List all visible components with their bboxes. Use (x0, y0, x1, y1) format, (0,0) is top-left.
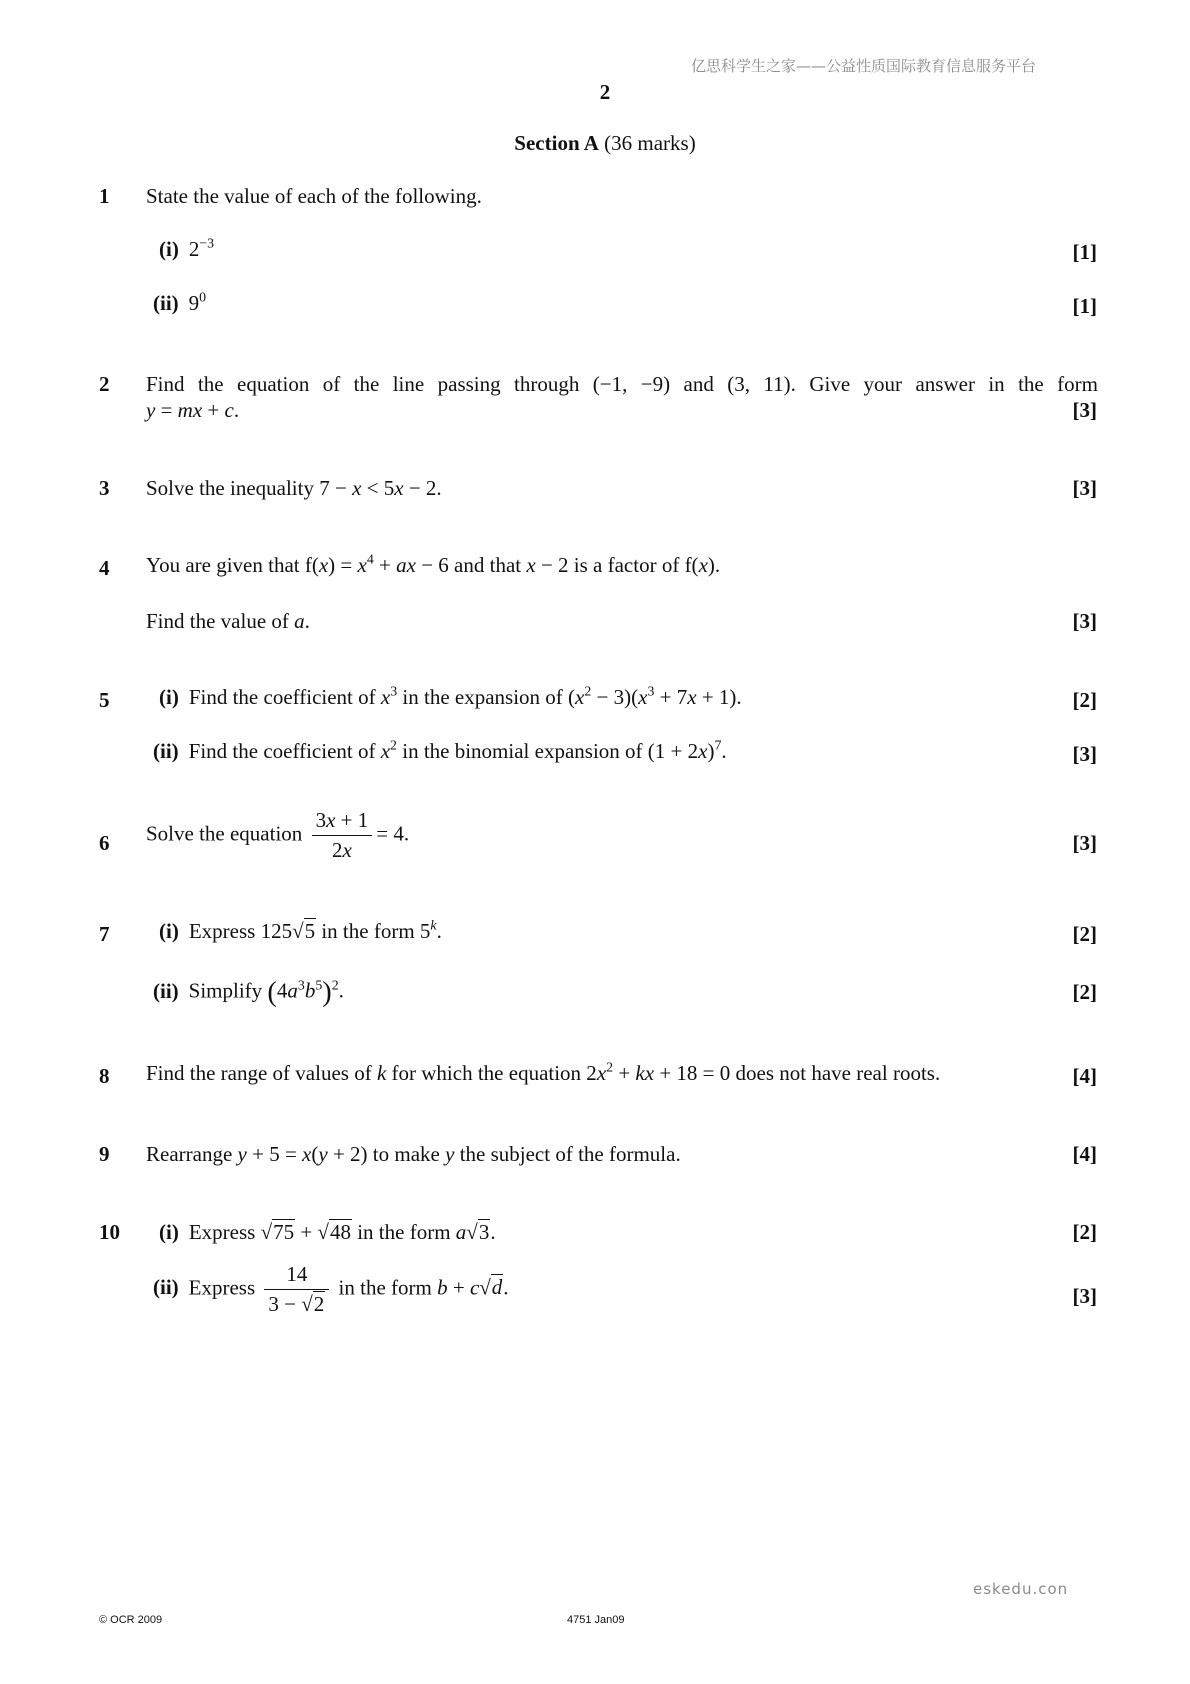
question-text-line2: y = mx + c. (146, 398, 240, 422)
watermark-bottom: eskedu.con (973, 1580, 1069, 1598)
fraction: $\frac{3x + 1}{2x}$ (312, 808, 373, 863)
marks: [3] (1072, 609, 1097, 633)
q7-part-i: (i) Express 125√5 in the form 5$^k$. (159, 917, 442, 943)
question-text-line2-start: Find the value of (146, 609, 289, 633)
section-marks: (36 marks) (604, 131, 696, 155)
footer-copyright: © OCR 2009 (99, 1614, 163, 1626)
marks: [3] (1072, 398, 1097, 422)
question-number: 3 (99, 476, 110, 500)
marks: [3] (1072, 742, 1097, 766)
question-text: Solve the inequality 7 − x < 5x − 2. (146, 476, 442, 500)
question-number: 1 (99, 184, 110, 208)
question-number: 10 (99, 1220, 120, 1244)
part-label: (i) (159, 919, 179, 943)
q5-part-i: (i) Find the coefficient of $x^3$ in the expansion of $(x^2 - 3)(x^3 + 7x + 1)$. (159, 683, 742, 709)
marks: [4] (1072, 1064, 1097, 1088)
section-heading (0, 131, 1190, 156)
question-text: Rearrange y + 5 = x(y + 2) to make y the subject of the formula. (146, 1142, 681, 1166)
marks: [2] (1072, 1220, 1097, 1244)
q10-part-ii: (ii) Express $\frac{14}{3 - √2}$ in the form b + c√d. (153, 1262, 509, 1316)
question-number: 5 (99, 688, 110, 712)
marks: [1] (1072, 294, 1097, 318)
watermark-top: 亿思科学生之家——公益性质国际教育信息服务平台 (691, 57, 1037, 75)
page-number: 2 (599, 80, 611, 104)
fraction: $\frac{14}{3 - √2}$ (264, 1262, 329, 1317)
part-label: (i) (159, 1220, 179, 1244)
question-text: You are given that $f(x) = x^4$ + ax − 6 and that x − 2 is a factor of f(x). (146, 551, 721, 577)
question-number: 8 (99, 1064, 110, 1088)
q1-part-i: (i) $2^{-3}$ (159, 235, 215, 261)
part-label: (i) (159, 685, 179, 709)
part-label: (i) (159, 237, 179, 261)
part-text: Simplify (188, 978, 263, 1003)
question-text: Solve the equation $\frac{3x + 1}{2x}$ = 4. (146, 808, 410, 862)
question-text: Find the range of values of k for which the equation $2x^2$ + kx + 18 = 0 does not have real roots. (146, 1059, 941, 1085)
question-text-line2: Find the value of a. (146, 609, 310, 633)
part-text: Express (188, 1275, 256, 1300)
part-label: (ii) (153, 739, 179, 763)
marks: [2] (1072, 688, 1097, 712)
marks: [1] (1072, 240, 1097, 264)
part-label: (ii) (153, 978, 179, 1003)
marks: [3] (1072, 1284, 1097, 1308)
question-number: 2 (99, 372, 110, 396)
q10-part-i: (i) Express √75 + √48 in the form a√3. (159, 1220, 496, 1244)
question-number: 4 (99, 556, 110, 580)
marks: [3] (1072, 831, 1097, 855)
question-text-start: Solve the equation (146, 821, 303, 846)
question-number: 9 (99, 1142, 110, 1166)
question-text: State the value of each of the following. (146, 184, 482, 208)
marks: [3] (1072, 476, 1097, 500)
q5-part-ii: (ii) Find the coefficient of $x^2$ in the binomial expansion of $(1 + 2x)^7$. (153, 737, 727, 763)
question-number: 6 (99, 831, 110, 855)
footer-paper-code: 4751 Jan09 (567, 1614, 625, 1626)
q1-part-ii: (ii) $9^0$ (153, 289, 207, 315)
marks: [2] (1072, 980, 1097, 1004)
q7-part-ii: (ii) Simplify $(4a^3b^5)^2$. (153, 977, 344, 1008)
question-number: 7 (99, 922, 110, 946)
part-label: (ii) (153, 1275, 179, 1300)
section-title: Section A (514, 131, 599, 155)
question-text: Find the equation of the line passing through (−1, −9) and (3, 11). Give your answer in the form (146, 372, 1098, 396)
marks: [4] (1072, 1142, 1097, 1166)
part-label: (ii) (153, 291, 179, 315)
marks: [2] (1072, 922, 1097, 946)
